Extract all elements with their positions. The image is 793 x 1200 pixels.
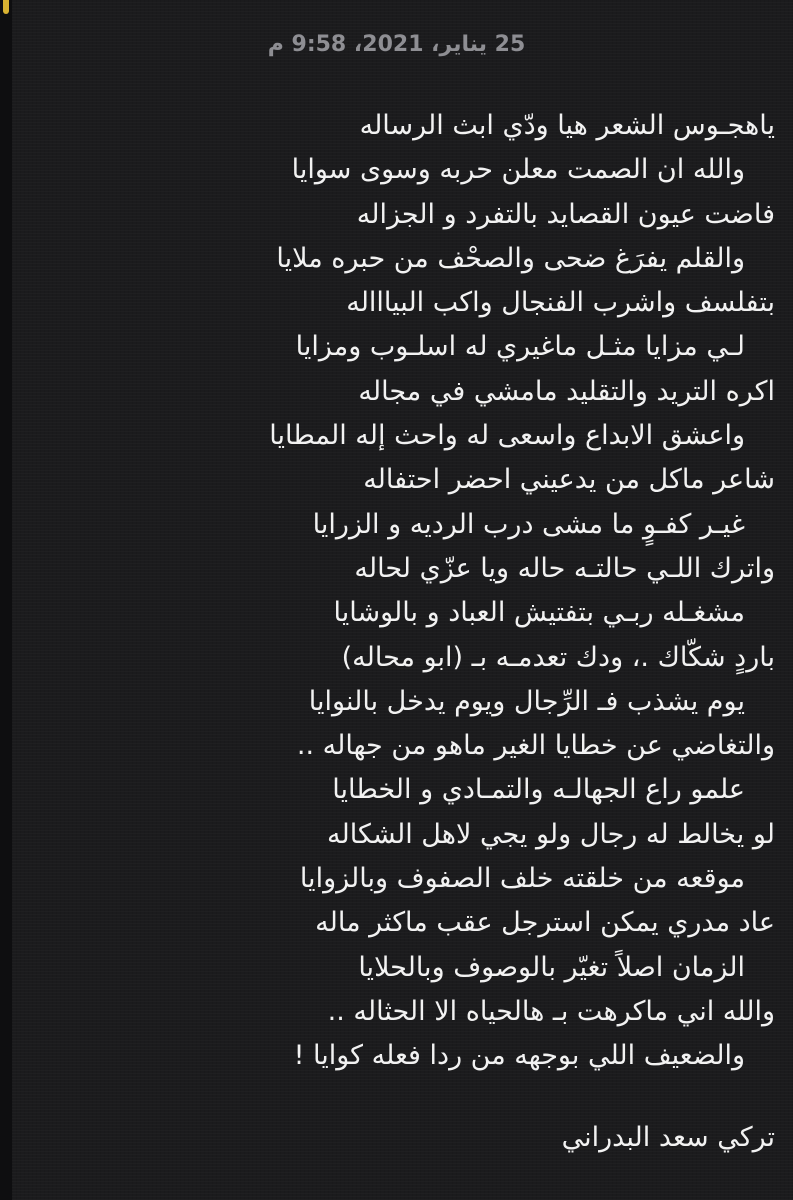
- poem-line: شاعر ماكل من يدعيني احضر احتفاله: [363, 464, 775, 496]
- poem-line: موقعه من خلقته خلف الصفوف وبالزوايا: [299, 863, 745, 895]
- poem-line: ياهجـوس الشعر هيا ودّي ابث الرساله: [359, 110, 775, 141]
- poem-line: يوم يشذب فـ الرِّجال ويوم يدخل بالنوايا: [308, 685, 745, 717]
- note-timestamp: 25 يناير، 2021، 9:58 م: [267, 32, 526, 57]
- poem-line: واعشق الابداع واسعى له واحث إله المطايا: [269, 420, 745, 452]
- poet-signature: تركي سعد البدراني: [561, 1122, 775, 1153]
- poem-line: لـي مزايا مثـل ماغيري له اسلـوب ومزايا: [295, 331, 745, 363]
- note-color-tag: [3, 0, 9, 14]
- poem-line: اكره التريد والتقليد مامشي في مجاله: [358, 375, 775, 407]
- poem-line: غيـر كفـوٍ ما مشى درب الرديه و الزرايا: [312, 508, 745, 540]
- poem-line: والله ان الصمت معلن حربه وسوى سوايا: [291, 154, 745, 186]
- note-body[interactable]: [20, 104, 775, 1079]
- poem-line: مشغـله ربـي بتفتيش العباد و بالوشايا: [333, 597, 745, 629]
- poem-line: فاضت عيون القصايد بالتفرد و الجزاله: [356, 198, 775, 230]
- poem-line: والقلم يفرَغ ضحى والصحْف من حبره ملايا: [276, 242, 745, 274]
- poem-line: واترك اللـي حالتـه حاله ويا عزّي لحاله: [354, 552, 775, 584]
- poem-line: والله اني ماكرهت بـ هالحياه الا الحثاله ..: [327, 995, 775, 1027]
- poem-line: بتفلسف واشرب الفنجال واكب البياااله: [346, 287, 775, 319]
- poem-line: الزمان اصلاً تغيّر بالوصوف وبالحلايا: [358, 951, 745, 983]
- poem-line: والضعيف اللي بوجهه من ردا فعله كوايا !: [293, 1040, 745, 1072]
- sidebar-edge: [0, 0, 12, 1200]
- poem-line: علمو راع الجهالـه والتمـادي و الخطايا: [332, 774, 745, 806]
- poem-line: باردٍ شكّاك .، ودك تعدمـه بـ (ابو محاله): [341, 641, 775, 673]
- poem-line: والتغاضي عن خطايا الغير ماهو من جهاله ..: [296, 730, 775, 762]
- poem-line: عاد مدري يمكن استرجل عقب ماكثر ماله: [315, 907, 775, 939]
- poem-line: لو يخالط له رجال ولو يجي لاهل الشكاله: [327, 818, 775, 850]
